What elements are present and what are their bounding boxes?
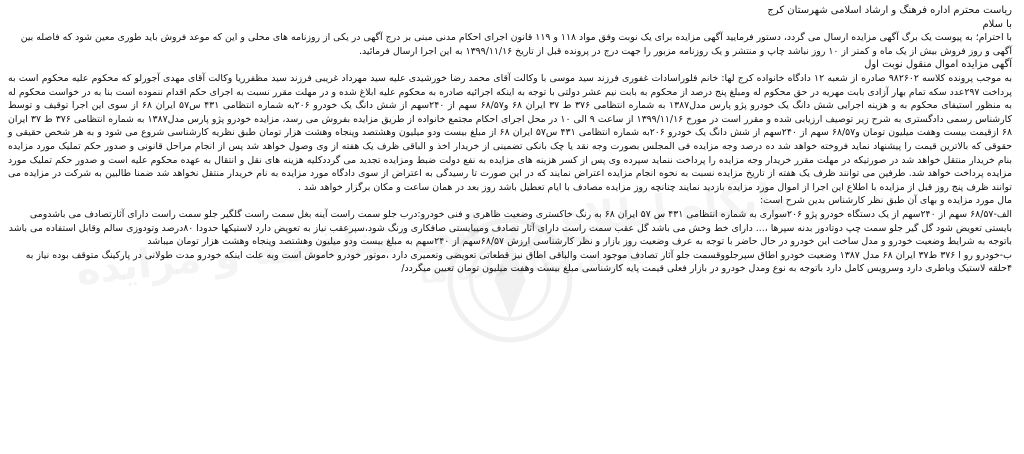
letter-document [8,4,1012,276]
valuation-section-title: مال مورد مزایده و بهای آن طبق نظر کارشناس بدین شرح است: [759,195,1012,207]
item-b-paragraph: ب-خودرو رو ا ۳۷۶ ط۳۷ ایران ۶۸ مدل ۱۳۸۷ وضعیت خودرو اطاق سپرجلووقسمت جلو آثار تصادف موجود است والباقی اطاق نیز قطعاتی تعویضی وتعمیری دارد ،موتور خودرو خاموش است وبه علت اینکه خودرو مدت طولانی در پارکینگ متوقف بوده نیاز به ۴حلقه لاستیک وباطری دارد وسرویس کامل دارد باتوجه به نوع ومدل خودرو در بازار فعلی قیمت پایه کارشناسی مبلغ بیست وهفت میلیون تومان تعیین میگردد/ [25,249,1012,275]
recipient-line: ریاست محترم اداره فرهنگ و ارشاد اسلامی شهرستان کرج [767,5,1012,16]
notice-body-paragraph: به موجب پرونده کلاسه ۹۸۲۶۰۲ صادره از شعبه ۱۲ دادگاه خانواده کرج لها: خانم فلوراسادات غفوری فرزند سید موسی با وکالت آقای محمد رضا خورشیدی علیه سید مهرداد غریبی فرزند سید مظفرریا وکالت آقای مهدی آجورلو که محکوم علیه محکوم است به پرداخت ۲۹۷عدد سکه تمام بهار آزادی بابت مهریه در حق محکوم له ومبلغ پنج درصد از محکوم به بابت نیم عشر دولتی با توجه به اینکه اجرائیه صادره به محکوم علیه ابلاغ شده و در مهلت مقرر نسبت به اجرای حکم اقدام ننموده است بنا به در خواست محکوم له به منظور استیفای محکوم به و هزینه اجرایی شش دانگ یک خودرو پژو پارس مدل۱۳۸۷ به شماره انتظامی ۳۷۶ ط ۳۷ ایران ۶۸ و۶۸/۵۷ سهم از ۲۴۰سهم از شش دانگ یک خودرو ۲۰۶به شماره انتظامی ۴۳۱ س۵۷ ایران ۶۸ از سوی این اجرا توقیف و توسط کارشناس رسمی دادگستری به شرح زیر توصیف ارزیابی شده و مقرر است در مورخ ۱۳۹۹/۱۱/۱۶ از ساعت ۹ الی ۱۰ در محل اجرای احکام مجتمع خانواده از طریق مزایده بفروش می رسد، مزایده خودرو پژو پارس مدل۱۳۸۷ به شماره انتظامی ۳۷۶ ط ۳۷ ایران ۶۸ ازقیمت بیست وهفت میلیون تومان و۶۸/۵۷ سهم از ۲۴۰سهم از شش دانگ یک خودرو ۲۰۶به شماره انتظامی ۴۳۱ س۵۷ ایران ۶۸ از مبلغ بیست ودو میلیون وهشتصد وپنجاه وهشت هزار تومان طبق نظریه کارشناسی شروع می شود و به هر شخص حقیقی و حقوقی که بالاترین قیمت را پیشنهاد نماید فروخته خواهد شد ده درصد وجه مزایده فی المجلس بصورت وجه نقد یا چک بانکی تضمینی از خریدار اخذ و الباقی ظرف یک هفته از وی وصول خواهد شد پس از انجام مراحل قانونی و صدور حکم تملیک مورد مزایده بنام خریدار منتقل خواهد شد در صورتیکه در مهلت مقرر خریدار وجه مزایده را پرداخت ننماید سپرده وی پس از کسر هزینه های مزایده به نفع دولت ضبط ومزایده تجدید می گرددکلیه هزینه های نقل و انتقال به عهده محکوم علیه است و صدور حکم تملیک مورد مزایده پرداخت خواهد شد. طرفین می توانند ظرف یک هفته از تاریخ مزایده نسبت به نحوه انجام مزایده اعتراض نمایند که در این صورت تا رسیدگی به اعتراض از سوی دادگاه مورد مزایده به نام خریدار منتقل نخواهد شد ضمنا طالبین به شرکت در مزایده می توانند ظرف پنج روز قبل از مزایده با اطلاع این اجرا از اموال مورد مزایده بازدید نمایند چنانچه روز مزایده مصادف با ایام تعطیل باشد روز بعد در همان ساعت و مکان برگزار خواهد شد . [8,72,1013,193]
intro-paragraph: با احترام؛ به پیوست یک برگ آگهی مزایده ارسال می گردد، دستور فرمایید آگهی مزایده برای یک نوبت وفق مواد ۱۱۸ و ۱۱۹ قانون اجرای احکام مدنی مبنی بر درج آگهی در یکی از روزنامه های محلی و این که موعد فروش باید طوری معین شود که فاصله بین آگهی و روز فروش بیش از یک ماه و کمتر از ۱۰ روز نباشد چاپ و منتشر و یک روزنامه مزبور را جهت درج در پرونده قبل از تاریخ ۱۳۹۹/۱۱/۱۶ به این اجرا ارسال فرمائید. [20,32,1012,57]
greeting: با سلام [982,18,1012,30]
item-a-paragraph: الف-۶۸/۵۷ سهم از ۲۴۰سهم از یک دستگاه خودرو پژو ۲۰۶سواری به شماره انتظامی ۴۳۱ س ۵۷ ایران ۶۸ به رنگ خاکستری وضعیت ظاهری و فنی خودرو:درب جلو سمت راست آینه بغل سمت راست گلگیر جلو سمت راست دارای آثارتصادف می باشدومی بایستی تعویض شود گل گیر جلو سمت چپ دوتادور بدنه سپرها ،... دارای خط وخش می باشد گل عقب سمت راست دارای آثار تصادف ومیبایستی صافکاری ورنگ شود،سپرعقب نیاز به تعویض دارد لاستیکها حدودا ۸۰درصد وتودوزی سالم وقابل استفاده می باشد باتوجه به شرایط وضعیت خودرو و مدل ساخت این خودرو در حال حاضر با توجه به عرف وضعیت روز بازار و نظر کارشناسی ارزش ۶۸/۵۷سهم از ۲۴۰سهم به مبلغ بیست ودو میلیون وهشتصد وپنجاه وهشت هزار تومان میباشد [8,208,1012,248]
notice-title: آگهی مزایده اموال منقول نوبت اول [864,59,1012,71]
